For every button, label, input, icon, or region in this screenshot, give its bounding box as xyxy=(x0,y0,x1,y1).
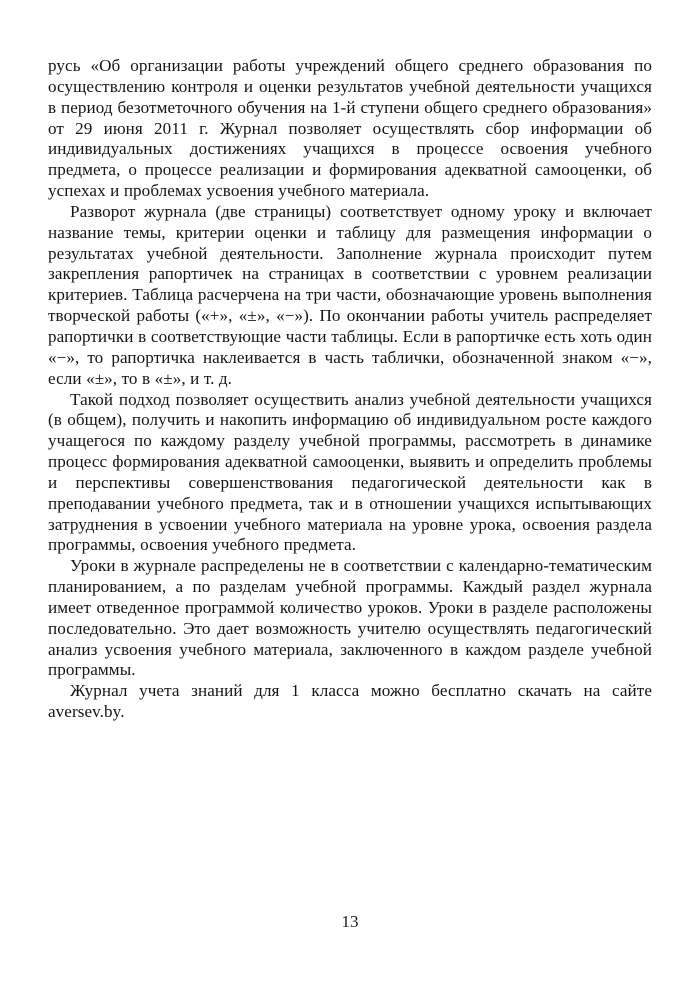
page-number: 13 xyxy=(341,912,359,931)
paragraph-3: Такой подход позволяет осуществить анализ учебной деятельности учащихся (в общем), получить и накопить информацию об индивидуальном росте каждого учащегося по каждому разделу учебной программы, рассмотреть в динамике процесс формирования адекватной самооценки, выявить и определить проблемы и перспективы совершенствования педагогической деятельности как в преподавании учебного предмета, так и в отношении учащихся испытывающих затруднения в усвоении учебного материала на уровне урока, освоения раздела программы, освоения учебного предмета. xyxy=(48,389,652,555)
paragraph-2: Разворот журнала (две страницы) соответствует одному уроку и включает название темы, критерии оценки и таблицу для размещения информации о результатах учебной деятельности. Заполнение журнала происходит путем закрепления рапортичек на страницах в соответствии с уровнем реализации критериев. Таблица расчерчена на три части, обозначающие уровень выполнения творческой работы («+», «±», «−»). По окончании работы учитель распределяет рапортички в соответствующие части таблицы. Если в рапортичке есть хоть один «−», то рапортичка наклеивается в часть таблички, обозначенной знаком «−», если «±», то в «±», и т. д. xyxy=(48,201,652,388)
paragraph-4: Уроки в журнале распределены не в соответствии с календарно-тематическим планированием, а по разделам учебной программы. Каждый раздел журнала имеет отведенное программой количество уроков. Уроки в разделе расположены последовательно. Это дает возможность учителю осуществлять педагогический анализ усвоения учебного материала, заключенного в каждом разделе учебной программы. xyxy=(48,556,652,680)
paragraph-5: Журнал учета знаний для 1 класса можно бесплатно скачать на сайте aversev.by. xyxy=(48,681,652,722)
page-text-block xyxy=(48,56,652,723)
paragraph-1: русь «Об организации работы учреждений общего среднего образования по осуществлению контроля и оценки результатов учебной деятельности учащихся в период безотметочного обучения на 1-й ступени общего среднего образования» от 29 июня 2011 г. Журнал позволяет осуществлять сбор информации об индивидуальных достижениях учащихся в процессе освоения учебного предмета, о процессе реализации и формирования адекватной самооценки, об успехах и проблемах усвоения учебного материала. xyxy=(48,56,652,201)
